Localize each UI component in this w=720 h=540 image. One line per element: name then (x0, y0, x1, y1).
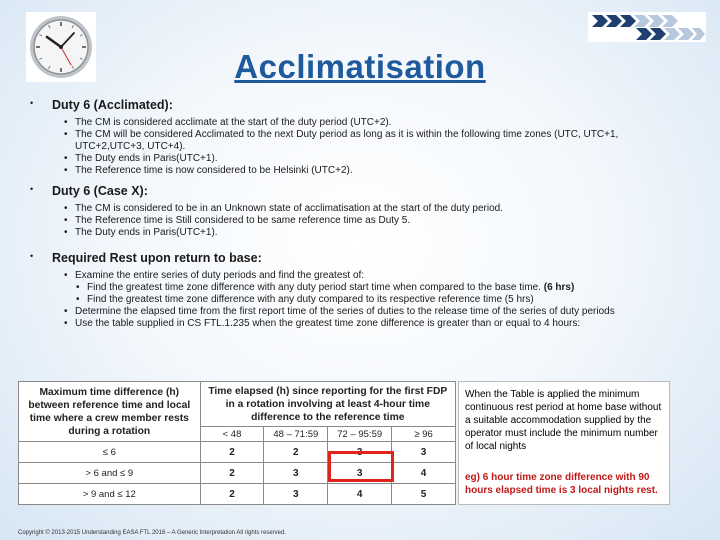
list-item: • Determine the elapsed time from the first report time of the series of duties to the release time of the series of duty periods (64, 306, 690, 318)
list-item: • The CM will be considered Acclimated to the next Duty period as long as it is within the following time zones (UTC, UTC+1, UTC+2,UTC+3, UTC+4). (64, 129, 690, 153)
table-cell: 5 (392, 484, 456, 505)
bullet-list (64, 117, 690, 177)
bullet-list (64, 270, 690, 330)
column-header: ≥ 96 (392, 427, 456, 442)
section-duty6-case-x (30, 184, 690, 239)
list-item: • Examine the entire series of duty periods and find the greatest of: (64, 270, 690, 282)
list-item: • The CM is considered to be in an Unknown state of acclimatisation at the start of the duty period. (64, 203, 690, 215)
copyright: Copyright © 2013-2015 Understanding EASA FTL 2016 – A Generic Interpretation All rights reserved. (18, 530, 287, 536)
section-required-rest (30, 251, 690, 330)
rest-table (18, 381, 456, 505)
row-label: > 6 and ≤ 9 (19, 463, 201, 484)
table-cell: 2 (200, 442, 264, 463)
bullet: • (30, 251, 34, 261)
table-row (19, 484, 456, 505)
bullet-list (64, 203, 690, 239)
table-cell: 2 (200, 463, 264, 484)
table-header-left: Maximum time difference (h) between reference time and local time where a crew member rests during a rotation (19, 382, 201, 442)
table-cell: 3 (328, 463, 392, 484)
table-cell: 4 (328, 484, 392, 505)
column-header: 48 – 71:59 (264, 427, 328, 442)
page-title: Acclimatisation (234, 48, 486, 85)
table-cell: 4 (392, 463, 456, 484)
list-item: • The Duty ends in Paris(UTC+1). (64, 153, 690, 165)
list-item: • The Reference time is Still considered to be same reference time as Duty 5. (64, 215, 690, 227)
bullet: • (30, 98, 34, 108)
list-item: • The Reference time is now considered to be Helsinki (UTC+2). (64, 165, 690, 177)
table-cell: 3 (264, 484, 328, 505)
table-cell: 3 (328, 442, 392, 463)
table-cell: 3 (264, 463, 328, 484)
section-duty6-acclimated (30, 98, 690, 177)
table-cell: 3 (392, 442, 456, 463)
content-body (30, 98, 690, 330)
note-box (458, 381, 670, 505)
row-label: > 9 and ≤ 12 (19, 484, 201, 505)
section-heading: Duty 6 (Acclimated): (52, 98, 173, 112)
table-header-right: Time elapsed (h) since reporting for the first FDP in a rotation involving at least 4-hour time difference to the reference time (200, 382, 455, 427)
sub-bold: (6 hrs) (543, 282, 575, 293)
section-heading: Required Rest upon return to base: (52, 251, 262, 265)
list-item: • The CM is considered acclimate at the start of the duty period (UTC+2). (64, 117, 690, 129)
chevron-arrows-icon (588, 12, 706, 42)
list-item: • Use the table supplied in CS FTL.1.235 when the greatest time zone difference is greater than or equal to 4 hours: (64, 318, 690, 330)
column-header: 72 – 95:59 (328, 427, 392, 442)
column-header: < 48 (200, 427, 264, 442)
list-item: • The Duty ends in Paris(UTC+1). (64, 227, 690, 239)
table-cell: 2 (200, 484, 264, 505)
note-example: eg) 6 hour time zone difference with 90 hours elapsed time is 3 local nights rest. (465, 472, 658, 496)
list-item-sub: • Find the greatest time zone difference with any duty compared to its respective reference time (5 hrs) (76, 294, 690, 306)
note-text: When the Table is applied the minimum continuous rest period at home base without a suitable accommodation supplied by the operator must include the minimum number of local nights (465, 389, 662, 452)
list-item-sub (76, 282, 690, 294)
row-label: ≤ 6 (19, 442, 201, 463)
section-heading: Duty 6 (Case X): (52, 184, 148, 198)
highlight-box (328, 451, 394, 482)
sub-text: Find the greatest time zone difference with any duty period start time when compared to the base time. (87, 282, 541, 293)
bullet: • (30, 184, 34, 194)
table-cell: 2 (264, 442, 328, 463)
